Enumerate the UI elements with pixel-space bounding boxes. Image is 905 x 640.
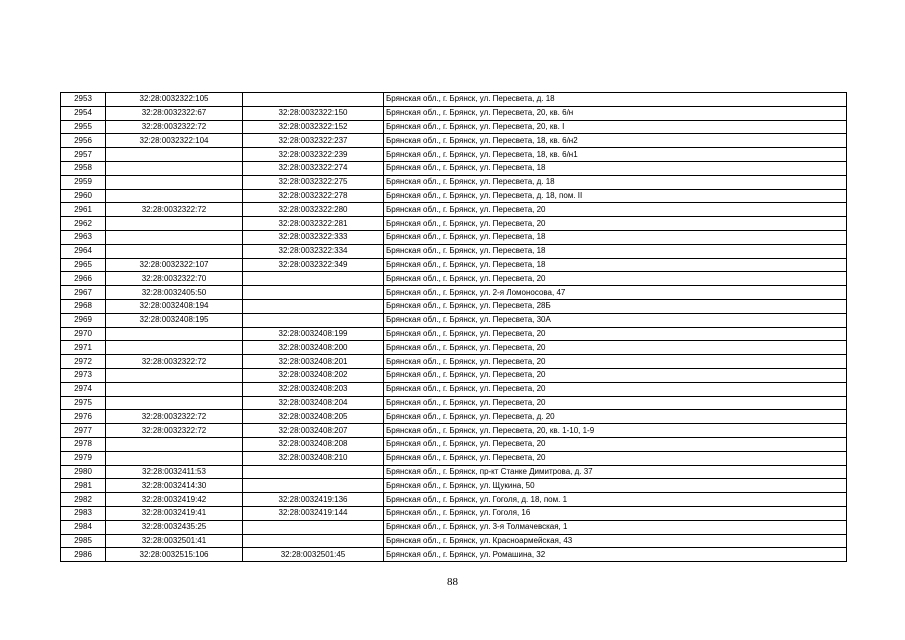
- address-cell: Брянская обл., г. Брянск, ул. Пересвета, 18: [384, 161, 847, 175]
- linked-cadastral-number-cell: [243, 93, 384, 107]
- linked-cadastral-number-cell: [243, 479, 384, 493]
- table-row: [61, 120, 847, 134]
- table-row: [61, 313, 847, 327]
- row-number-cell: 2981: [61, 479, 106, 493]
- address-cell: Брянская обл., г. Брянск, ул. Ромашина, 32: [384, 548, 847, 562]
- cadastral-number-cell: 32:28:0032322:105: [106, 93, 243, 107]
- row-number-cell: 2963: [61, 230, 106, 244]
- cadastral-number-cell: 32:28:0032322:107: [106, 258, 243, 272]
- table-row: [61, 299, 847, 313]
- row-number-cell: 2962: [61, 217, 106, 231]
- table-row: [61, 203, 847, 217]
- address-cell: Брянская обл., г. Брянск, ул. Пересвета, 20: [384, 327, 847, 341]
- linked-cadastral-number-cell: 32:28:0032419:136: [243, 493, 384, 507]
- address-cell: Брянская обл., г. Брянск, ул. Пересвета, 20, кв. I: [384, 120, 847, 134]
- cadastral-number-cell: [106, 368, 243, 382]
- row-number-cell: 2976: [61, 410, 106, 424]
- cadastral-number-cell: 32:28:0032405:50: [106, 286, 243, 300]
- address-cell: Брянская обл., г. Брянск, ул. Пересвета, 30А: [384, 313, 847, 327]
- address-cell: Брянская обл., г. Брянск, ул. Пересвета, 18, кв. 6/н2: [384, 134, 847, 148]
- address-cell: Брянская обл., г. Брянск, ул. Пересвета, 20: [384, 396, 847, 410]
- row-number-cell: 2983: [61, 506, 106, 520]
- table-row: [61, 93, 847, 107]
- row-number-cell: 2986: [61, 548, 106, 562]
- address-cell: Брянская обл., г. Брянск, ул. Пересвета, д. 18: [384, 93, 847, 107]
- linked-cadastral-number-cell: 32:28:0032408:207: [243, 424, 384, 438]
- linked-cadastral-number-cell: 32:28:0032322:237: [243, 134, 384, 148]
- table-row: [61, 341, 847, 355]
- linked-cadastral-number-cell: 32:28:0032322:275: [243, 175, 384, 189]
- address-cell: Брянская обл., г. Брянск, ул. Пересвета, 20: [384, 382, 847, 396]
- address-cell: Брянская обл., г. Брянск, ул. Красноармейская, 43: [384, 534, 847, 548]
- row-number-cell: 2970: [61, 327, 106, 341]
- linked-cadastral-number-cell: 32:28:0032408:208: [243, 437, 384, 451]
- linked-cadastral-number-cell: 32:28:0032322:274: [243, 161, 384, 175]
- linked-cadastral-number-cell: 32:28:0032322:281: [243, 217, 384, 231]
- row-number-cell: 2959: [61, 175, 106, 189]
- table-row: [61, 493, 847, 507]
- table-row: [61, 382, 847, 396]
- table-row: [61, 189, 847, 203]
- table-row: [61, 258, 847, 272]
- row-number-cell: 2985: [61, 534, 106, 548]
- row-number-cell: 2966: [61, 272, 106, 286]
- cadastral-number-cell: 32:28:0032322:67: [106, 106, 243, 120]
- page-number: 88: [447, 576, 458, 588]
- row-number-cell: 2982: [61, 493, 106, 507]
- linked-cadastral-number-cell: 32:28:0032501:45: [243, 548, 384, 562]
- address-cell: Брянская обл., г. Брянск, ул. Пересвета, 18, кв. 6/н1: [384, 148, 847, 162]
- cadastral-number-cell: [106, 175, 243, 189]
- linked-cadastral-number-cell: 32:28:0032322:150: [243, 106, 384, 120]
- linked-cadastral-number-cell: 32:28:0032408:204: [243, 396, 384, 410]
- row-number-cell: 2960: [61, 189, 106, 203]
- row-number-cell: 2973: [61, 368, 106, 382]
- linked-cadastral-number-cell: 32:28:0032408:199: [243, 327, 384, 341]
- address-cell: Брянская обл., г. Брянск, ул. Пересвета, 20, кв. 6/н: [384, 106, 847, 120]
- cadastral-number-cell: 32:28:0032322:72: [106, 410, 243, 424]
- address-cell: Брянская обл., г. Брянск, ул. Пересвета, 20: [384, 217, 847, 231]
- linked-cadastral-number-cell: [243, 520, 384, 534]
- cadastral-number-cell: 32:28:0032322:104: [106, 134, 243, 148]
- row-number-cell: 2978: [61, 437, 106, 451]
- linked-cadastral-number-cell: 32:28:0032408:201: [243, 355, 384, 369]
- linked-cadastral-number-cell: 32:28:0032408:200: [243, 341, 384, 355]
- row-number-cell: 2969: [61, 313, 106, 327]
- address-cell: Брянская обл., г. Брянск, ул. Пересвета, 18: [384, 258, 847, 272]
- row-number-cell: 2958: [61, 161, 106, 175]
- row-number-cell: 2974: [61, 382, 106, 396]
- linked-cadastral-number-cell: 32:28:0032322:152: [243, 120, 384, 134]
- table-row: [61, 355, 847, 369]
- cadastral-number-cell: [106, 230, 243, 244]
- cadastral-number-cell: 32:28:0032322:72: [106, 355, 243, 369]
- registry-table-body: [61, 93, 847, 562]
- address-cell: Брянская обл., г. Брянск, ул. Пересвета, 20: [384, 355, 847, 369]
- cadastral-number-cell: 32:28:0032322:70: [106, 272, 243, 286]
- linked-cadastral-number-cell: 32:28:0032419:144: [243, 506, 384, 520]
- table-row: [61, 244, 847, 258]
- address-cell: Брянская обл., г. Брянск, ул. Пересвета, 28Б: [384, 299, 847, 313]
- linked-cadastral-number-cell: 32:28:0032322:349: [243, 258, 384, 272]
- row-number-cell: 2977: [61, 424, 106, 438]
- linked-cadastral-number-cell: 32:28:0032408:205: [243, 410, 384, 424]
- row-number-cell: 2967: [61, 286, 106, 300]
- table-row: [61, 148, 847, 162]
- address-cell: Брянская обл., г. Брянск, ул. Пересвета, д. 18: [384, 175, 847, 189]
- table-row: [61, 217, 847, 231]
- row-number-cell: 2965: [61, 258, 106, 272]
- linked-cadastral-number-cell: [243, 299, 384, 313]
- cadastral-number-cell: [106, 341, 243, 355]
- cadastral-number-cell: [106, 451, 243, 465]
- address-cell: Брянская обл., г. Брянск, ул. 2-я Ломоносова, 47: [384, 286, 847, 300]
- address-cell: Брянская обл., г. Брянск, ул. Пересвета, 20: [384, 203, 847, 217]
- cadastral-number-cell: [106, 244, 243, 258]
- linked-cadastral-number-cell: [243, 534, 384, 548]
- address-cell: Брянская обл., г. Брянск, ул. Пересвета, 20: [384, 341, 847, 355]
- cadastral-number-cell: [106, 327, 243, 341]
- row-number-cell: 2953: [61, 93, 106, 107]
- table-row: [61, 465, 847, 479]
- row-number-cell: 2961: [61, 203, 106, 217]
- row-number-cell: 2971: [61, 341, 106, 355]
- cadastral-number-cell: 32:28:0032419:42: [106, 493, 243, 507]
- cadastral-number-cell: 32:28:0032419:41: [106, 506, 243, 520]
- cadastral-number-cell: 32:28:0032408:195: [106, 313, 243, 327]
- linked-cadastral-number-cell: 32:28:0032322:239: [243, 148, 384, 162]
- cadastral-number-cell: [106, 217, 243, 231]
- row-number-cell: 2979: [61, 451, 106, 465]
- table-row: [61, 106, 847, 120]
- row-number-cell: 2955: [61, 120, 106, 134]
- address-cell: Брянская обл., г. Брянск, ул. Пересвета, 20, кв. 1-10, 1-9: [384, 424, 847, 438]
- cadastral-number-cell: 32:28:0032408:194: [106, 299, 243, 313]
- cadastral-number-cell: [106, 382, 243, 396]
- linked-cadastral-number-cell: [243, 313, 384, 327]
- linked-cadastral-number-cell: 32:28:0032408:202: [243, 368, 384, 382]
- table-row: [61, 520, 847, 534]
- linked-cadastral-number-cell: 32:28:0032408:203: [243, 382, 384, 396]
- table-row: [61, 175, 847, 189]
- address-cell: Брянская обл., г. Брянск, ул. Щукина, 50: [384, 479, 847, 493]
- row-number-cell: 2957: [61, 148, 106, 162]
- cadastral-number-cell: 32:28:0032414:30: [106, 479, 243, 493]
- table-row: [61, 437, 847, 451]
- linked-cadastral-number-cell: 32:28:0032322:333: [243, 230, 384, 244]
- table-row: [61, 534, 847, 548]
- table-row: [61, 479, 847, 493]
- cadastral-number-cell: [106, 437, 243, 451]
- address-cell: Брянская обл., г. Брянск, ул. Пересвета, 20: [384, 451, 847, 465]
- row-number-cell: 2968: [61, 299, 106, 313]
- address-cell: Брянская обл., г. Брянск, ул. Пересвета, 18: [384, 230, 847, 244]
- linked-cadastral-number-cell: 32:28:0032322:278: [243, 189, 384, 203]
- table-row: [61, 451, 847, 465]
- cadastral-number-cell: 32:28:0032322:72: [106, 120, 243, 134]
- address-cell: Брянская обл., г. Брянск, пр-кт Станке Димитрова, д. 37: [384, 465, 847, 479]
- cadastral-number-cell: 32:28:0032435:25: [106, 520, 243, 534]
- address-cell: Брянская обл., г. Брянск, ул. Пересвета, д. 20: [384, 410, 847, 424]
- cadastral-number-cell: 32:28:0032322:72: [106, 424, 243, 438]
- address-cell: Брянская обл., г. Брянск, ул. Пересвета, 20: [384, 368, 847, 382]
- table-row: [61, 286, 847, 300]
- row-number-cell: 2964: [61, 244, 106, 258]
- cadastral-number-cell: 32:28:0032501:41: [106, 534, 243, 548]
- row-number-cell: 2954: [61, 106, 106, 120]
- row-number-cell: 2975: [61, 396, 106, 410]
- address-cell: Брянская обл., г. Брянск, ул. Гоголя, 16: [384, 506, 847, 520]
- linked-cadastral-number-cell: [243, 272, 384, 286]
- registry-table: [60, 92, 847, 562]
- cadastral-number-cell: [106, 148, 243, 162]
- table-row: [61, 410, 847, 424]
- linked-cadastral-number-cell: [243, 465, 384, 479]
- address-cell: Брянская обл., г. Брянск, ул. Пересвета, 18: [384, 244, 847, 258]
- address-cell: Брянская обл., г. Брянск, ул. Пересвета, д. 18, пом. II: [384, 189, 847, 203]
- address-cell: Брянская обл., г. Брянск, ул. Гоголя, д. 18, пом. 1: [384, 493, 847, 507]
- linked-cadastral-number-cell: [243, 286, 384, 300]
- row-number-cell: 2972: [61, 355, 106, 369]
- cadastral-number-cell: [106, 189, 243, 203]
- table-row: [61, 368, 847, 382]
- cadastral-number-cell: 32:28:0032411:53: [106, 465, 243, 479]
- linked-cadastral-number-cell: 32:28:0032322:280: [243, 203, 384, 217]
- row-number-cell: 2984: [61, 520, 106, 534]
- address-cell: Брянская обл., г. Брянск, ул. Пересвета, 20: [384, 272, 847, 286]
- table-row: [61, 161, 847, 175]
- table-row: [61, 272, 847, 286]
- address-cell: Брянская обл., г. Брянск, ул. Пересвета, 20: [384, 437, 847, 451]
- linked-cadastral-number-cell: 32:28:0032408:210: [243, 451, 384, 465]
- table-row: [61, 424, 847, 438]
- cadastral-number-cell: 32:28:0032322:72: [106, 203, 243, 217]
- table-row: [61, 134, 847, 148]
- address-cell: Брянская обл., г. Брянск, ул. 3-я Толмачевская, 1: [384, 520, 847, 534]
- linked-cadastral-number-cell: 32:28:0032322:334: [243, 244, 384, 258]
- cadastral-number-cell: [106, 396, 243, 410]
- table-row: [61, 230, 847, 244]
- table-row: [61, 506, 847, 520]
- table-row: [61, 396, 847, 410]
- row-number-cell: 2956: [61, 134, 106, 148]
- table-row: [61, 548, 847, 562]
- table-row: [61, 327, 847, 341]
- cadastral-number-cell: 32:28:0032515:106: [106, 548, 243, 562]
- cadastral-number-cell: [106, 161, 243, 175]
- row-number-cell: 2980: [61, 465, 106, 479]
